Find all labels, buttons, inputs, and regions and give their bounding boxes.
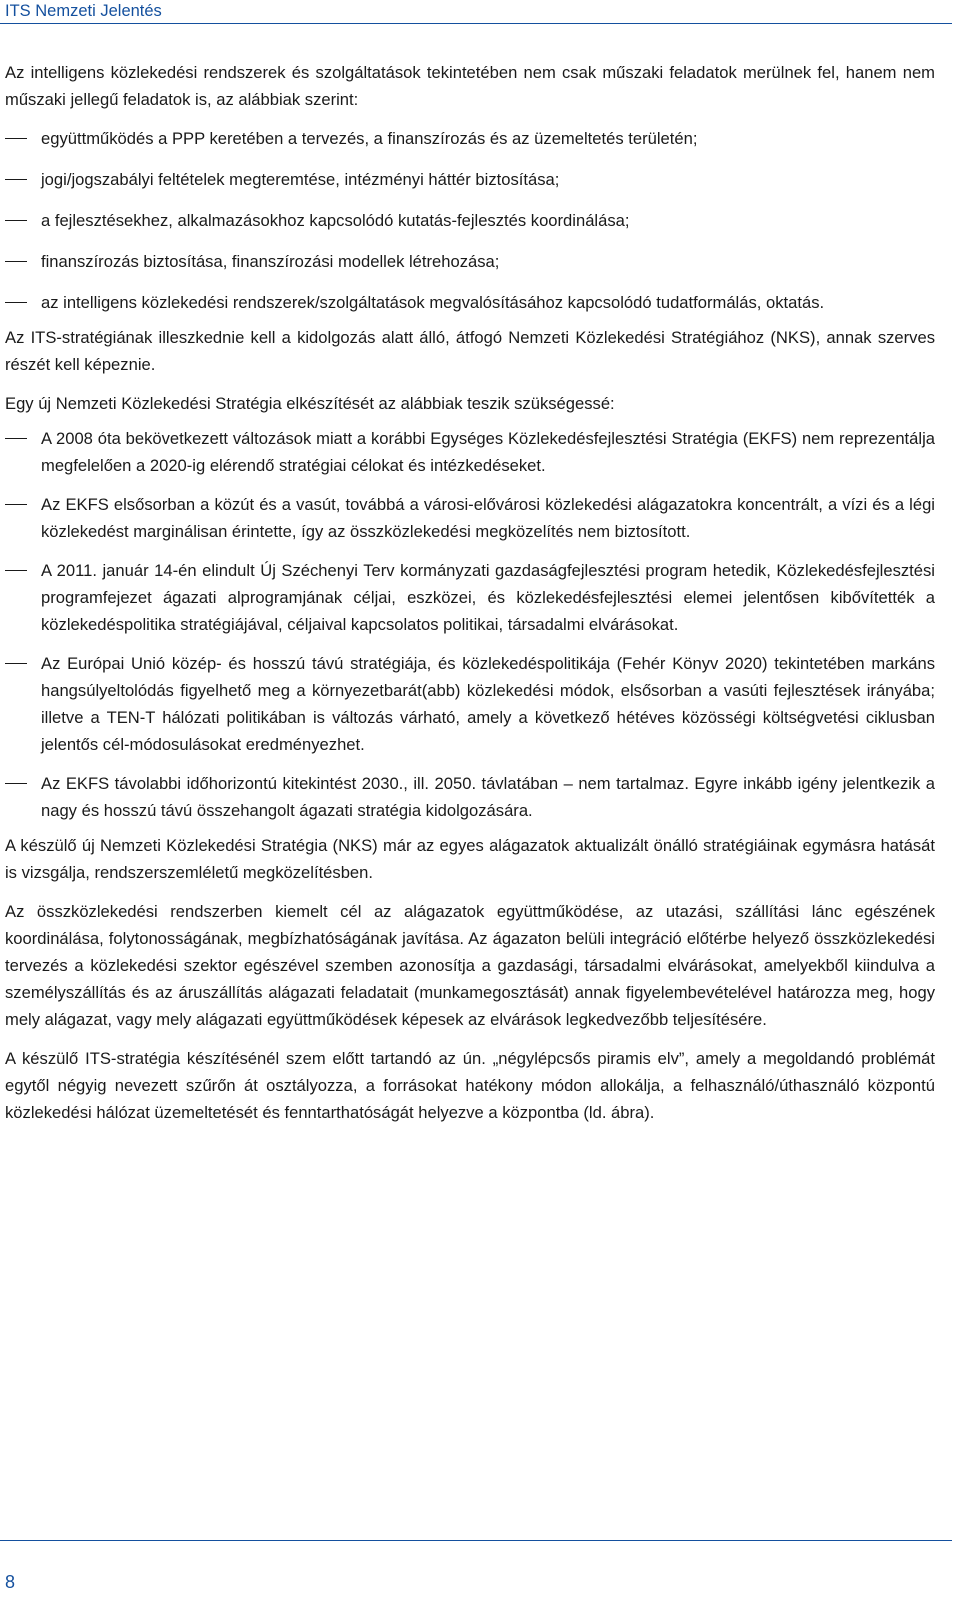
document-body <box>5 59 935 1138</box>
list-item: finanszírozás biztosítása, finanszírozási modellek létrehozása; <box>5 248 935 275</box>
dash-bullet-icon <box>5 783 27 784</box>
dash-bullet-icon <box>5 663 27 664</box>
list-item: jogi/jogszabályi feltételek megteremtése, intézményi háttér biztosítása; <box>5 166 935 193</box>
dash-bullet-icon <box>5 179 27 180</box>
non-technical-tasks-list <box>5 125 935 316</box>
nks-intro-paragraph: Egy új Nemzeti Közlekedési Stratégia elkészítését az alábbiak teszik szükségessé: <box>5 394 615 413</box>
page-header <box>0 0 960 24</box>
header-title: ITS Nemzeti Jelentés <box>5 2 162 20</box>
list-item: A 2008 óta bekövetkezett változások miatt a korábbi Egységes Közlekedésfejlesztési Stratégia (EKFS) nem reprezentálja megfelelően a 2020-ig elérendő stratégiai célokat és intézkedéseket. <box>5 425 935 479</box>
system-paragraph: Az összközlekedési rendszerben kiemelt cél az alágazatok együttműködése, az utazási, szállítási lánc egészének koordinálása, folytonosságának, megbízhatóságának javítása. Az ágazaton belüli integráció előtérbe helyező összközlekedési tervezés a közlekedési szektor egészével szemben azonosítja a gazdasági, társadalmi elvárásokat, amelyekből kiindulva a személyszállítás és az áruszállítás alágazati feladatait (munkamegosztását) annak figyelembevételével határozza meg, hogy mely alágazat, vagy mely alágazati együttműködések képesek az elvárások legkedvezőbb teljesítésére. <box>5 902 935 1029</box>
footer-divider <box>0 1540 952 1541</box>
list-item: az intelligens közlekedési rendszerek/szolgáltatások megvalósításához kapcsolódó tudatformálás, oktatás. <box>5 289 935 316</box>
intro-paragraph: Az intelligens közlekedési rendszerek és szolgáltatások tekintetében nem csak műszaki feladatok merülnek fel, hanem nem műszaki jellegű feladatok is, az alábbiak szerint: <box>5 63 935 109</box>
dash-bullet-icon <box>5 138 27 139</box>
nks-reasons-list <box>5 425 935 824</box>
list-item: együttműködés a PPP keretében a tervezés, a finanszírozás és az üzemeltetés területén; <box>5 125 935 152</box>
list-item: Az Európai Unió közép- és hosszú távú stratégiája, és közlekedéspolitikája (Fehér Könyv 2020) tekintetében markáns hangsúlyeltolódás figyelhető meg a környezetbarát(abb) közlekedési módok, elsősorban a vasúti fejlesztések irányába; illetve a TEN-T hálózati politikában is változás várható, amely a következő hétéves közösségi költségvetési ciklusban jelentős cél-módosulásokat eredményezhet. <box>5 650 935 758</box>
list-item: A 2011. január 14-én elindult Új Széchenyi Terv kormányzati gazdaságfejlesztési program hetedik, Közlekedésfejlesztési programfejezet ágazati alprogramjának céljai, eszközei, és közlekedésfejlesztési elemei jelentősen kibővítették a közlekedéspolitika stratégiájával, céljaival kapcsolatos politikai, társadalmi elvárásokat. <box>5 557 935 638</box>
its-strategy-paragraph: Az ITS-stratégiának illeszkednie kell a kidolgozás alatt álló, átfogó Nemzeti Közlekedési Stratégiához (NKS), annak szerves részét kell képeznie. <box>5 328 935 374</box>
list-item: Az EKFS távolabbi időhorizontú kitekintést 2030., ill. 2050. távlatában – nem tartalmaz. Egyre inkább igény jelentkezik a nagy és hosszú távú összehangolt ágazati stratégia kidolgozására. <box>5 770 935 824</box>
dash-bullet-icon <box>5 302 27 303</box>
list-item: Az EKFS elsősorban a közút és a vasút, továbbá a városi-elővárosi közlekedési alágazatokra koncentrált, a vízi és a légi közlekedést marginálisan érintette, így az összközlekedési megközelítés nem biztosított. <box>5 491 935 545</box>
dash-bullet-icon <box>5 438 27 439</box>
header-divider <box>0 23 952 24</box>
nks-new-paragraph: A készülő új Nemzeti Közlekedési Stratégia (NKS) már az egyes alágazatok aktualizált önálló stratégiáinak egymásra hatását is vizsgálja, rendszerszemléletű megközelítésben. <box>5 836 935 882</box>
dash-bullet-icon <box>5 504 27 505</box>
dash-bullet-icon <box>5 261 27 262</box>
dash-bullet-icon <box>5 570 27 571</box>
dash-bullet-icon <box>5 220 27 221</box>
pyramid-principle-paragraph: A készülő ITS-stratégia készítésénél szem előtt tartandó az ún. „négylépcsős piramis elv”, amely a megoldandó problémát egytől négyig nevezett szűrőn át osztályozza, a forrásokat hatékony módon allokálja, a felhasználó/úthasználó központú közlekedési hálózat üzemeltetését és fenntarthatóságát helyezve a központba (ld. ábra). <box>5 1049 935 1122</box>
list-item: a fejlesztésekhez, alkalmazásokhoz kapcsolódó kutatás-fejlesztés koordinálása; <box>5 207 935 234</box>
page-number: 8 <box>5 1572 16 1592</box>
